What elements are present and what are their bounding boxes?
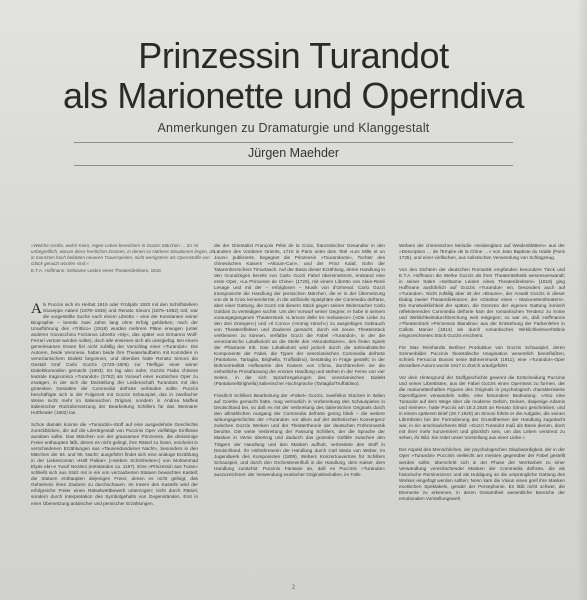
divider-top	[74, 142, 513, 143]
paragraph: Schon damals konnte die »Turandot«-Stoff auf eine ausgedehnte Geschichte zurückblicken, die auf die Literärgestalt von Puccinis Oper vielfältige Einflüsse ausüben sollte. Das Märchen von der grausamen Prinzessin, die dreisinnige Freier enthaupten läßt, denen es nicht gelingt, ihre Rätsel zu lösen, erscheint in verschiedenen Erzählungen aus »Tausendundeiner Nacht«, besonders in den Märchen der 84. und 90. Nacht; ausgeführt findet sich eine analoge Erzählung in der Liebesroman »Haft Paikar« (»Sieben Schönheiten«) von Mohammad Elyās ebn-e Yusof Nezāmi (entstanden ca. 1197). Eine »Prinzessin aus Turan« schließt sich aus Stolz mit in ein von verzauberten Statuen bewachtes Kastell; die Statuen enthaupten diejenigen Freier, denen es nicht gelingt, das Geheimnis ihres Zaubers zu durchschauen. Im Innern des Kastells wird der erfolgreiche Freier einen Rätselwettbewerb unterzogen; nicht durch Rätsel, sondern durch Interpretation des Symbolgehalts von Gegenständen. Erst in einer Übersetzung arabischer und persischer Erzählungen,	[31, 422, 198, 506]
paragraph: Vor dem Hintergrund der Stoffgeschichte gewinnt die Entscheidung Puccinis und seiner Librettisten, aus der Fabel Gozzis einen Operntext zu formen, der die marionettenhaften Figuren des Originals in psychologisch charakterisierte Opernfiguren verwandeln sollte, eine besondere Bedeutung. »Also eine Turandot auf dem Wege über die moderne Gehirn, Deines, dasjenige Adamis und meines«, hatte Puccini am 18.3.1920 an Renato Simoni geschrieben; und in einem späteren Brief (28.7.1920) an Simoni führte er die Aufgabe, die seinen Librettisten bei der Formulierung der Grundthemen der Handlung zugedacht war, in ein anschaulicheres Bild: »Gozzi Turandot muß als Basis dienen, doch mit ihrer mehr konzentriert und glücklich sein, um das Leben verstreut zu sehen, ihr Bild. Sie reitet unser Vorstellung aus einer Liebe.«	[399, 375, 565, 441]
text-column-1	[31, 302, 198, 598]
epigraph-quote: »Welche Größe, welch Keim, regen Leben bereichern in Gozzis Märchen … Es ist unbegreiflich, warum diese herrlichen Dramen, in denen so stärkere Situationen liegen, als in manchen hoch belobten neueren Trauerspielen, nicht wenigstens als Opernstoffe von Glück genutzt worden sind.«	[31, 243, 216, 267]
paragraph-text: ls Puccini sich im Herbst 1919 oder Frühjahr 1920 mit den Schriftstellern Giuseppe Adami (1878–1946) und Renato Simoni (1875–1952) traf, war die vorgestellte Suche nach einem Libretto – eine der Konstanten seiner Biographie – bereits zwei Jahre lang ohne Erfolg geblieben; nach der Uraufführung des »Trittico« (1918) wurden mehrere Pläne erwogen (unter anderen Giovacchino Forzanos Libretto »Sly«, das später von Ermanno Wolf-Ferrari vertont werden sollte), doch alle erwiesen sich als unergiebig. Bei einem gemeinsamen Essen fiel nicht zufällig der Vorschlag einer »Turandot«. Die Autoren, beide Veronese, hatten beide ihre Theaterlaufbahn mit Komödien in venezianischem Dialekt begonnen, und überdies hatte Renato Simoni die Gestalt Graf Carlo Gozzis (1720–1806) zur Titelfigur einer seiner Dialektkomödien gemacht (1903). Es lag also nahe, Gozzis Fiaba chinese teatrale tragicomica »Turandot« (1762) als Vorwurf einer exotischen Oper zu erwägen, in der sich die Darstellung der Leidenschaft Turandots mit den grotesken Gestalten der Commedia dell'arte verbinden sollte. Puccini beschäftigte sich in der Folgezeit mit Gozzis Schauspiel, das in zweifacher Weise nicht mehr im italienischen Original, sondern in Andrea Maffeis italienischer Rückübersetzung der Bearbeitung Schillers für das Weimarer Hoftheater (1802) las.	[31, 302, 198, 416]
paragraph	[31, 302, 198, 416]
title-line-1: Prinzessin Turandot	[138, 35, 449, 76]
paragraph: Von den Dichtern der deutschen Romantik empfanden besonders Tieck und E.T.A. Hoffmann die Werke Gozzis als ihrer Theaterästhetik wesensverwandt; in seiner Satire »Seltsame Leiden eines Theaterdirektors« (1818) ging Hoffmann ausführlich auf Gozzis »Turandot« ein, besonders auch auf »Turandot«. Nicht zufällig aber ist der »Braune«, der Anwalt Gozzis in dieser Dialog zweier Theaterdirektoren, der »Direktor eines – Marionettentheaters«. Die Kunstwirklichkeit der späten, die Grenzen der eigenen Gattung ironisch reflektierenden Commedia dell'arte kam der romantischen Tendenz zu Ironie und Wirklichkeitsdurchbrechung weit entgegen; so war es, daß Hoffmanns »Theaterstück »Prinzessin Blandina« aus der Entstehung der Farbenlehre in Callots Manier (1814) als durch romantisches Wirklichkeitsverhältnis eingezeichnetes Stück Gozzis erscheint.	[399, 267, 565, 339]
text-column-2	[214, 243, 385, 588]
title-line-2: als Marionette und Operndiva	[62, 75, 525, 116]
drop-cap: A	[31, 302, 42, 317]
paragraph: Webers der chinesischen Melodie »Seidenglanz auf Weidenblättern« aus der »Description … de l'Empire de la Chine …« von Jean Baptiste du Halde (Paris 1735), und einer vielfachen, aus solistischen Verwendung von Schlagzeug.	[399, 243, 565, 261]
epigraph	[31, 243, 217, 274]
paragraph: Für Max Reinhardts Berliner Produktion von Gozzis Schauspiel, deren Szenenbilder Puccinis theatralische Imagination wesentlich beeinflußten, schrieb Ferruccio Busoni seine Bühnenmusik (1911); eine »Turandot«-Oper desselben Autors wurde 1917 in Zürich uraufgeführt.	[399, 345, 565, 369]
paragraph: die der Orientalist François Pétis de la Croix, französischer Gesandter in den Ländern des Vorderen Orients, 1710 in Paris unter dem Titel »Les Mille et un Jours« publizierte, begegnet die Prinzessin »Tourandocte«, Tochter des chinesischen Kaisers »Altoum-Can«, und der Prinz Kalaf, Sohn der Tatarenherrschers Timurtasch. Auf der Basis dieser Erzählung, deren Handlung in den Grundzügen bereits von Carlo Gozzi Fabel übereinstimmt, entstand eine erste Oper, »La Princesse de Chine« (1729), mit einem Libretto von Alain-René Lesage und mit der – erfolglosen – Musik von d'Orneval. Carlo Gozzi transponierte die Handlung der persischen Märchen, die er in der Übersetzung von de la Croix kennenlernte, in die artifizielle Spielphäre der Commedia dell'arte, aber einer Gattung, die Gozzi mit diesem Stück gegen seinen Widersacher Carlo Goldoni zu verteidigen suchte. Um den Vorwurf seiner Gegner, er habe in seinem vorausgegangenen Theaterstück »L'amore delle tre melarance« (»Die Liebe zu den drei Orangen«) und »Il Corvo« (»König Hirsch«) zu ausgiebigen Gebrauch von Theatereffekten und Zauberei gemacht, durch ein neues Theaterstück verkleinern zu können, verfaßte Gozzi die Fabel »Turandot«, in der die venezianische Lokalkolorit an die Stelle des »Wunderbaren«, des freien Spiels der Phantasie tritt. Das Lokalkolorit wird jedoch durch die antirealistische Komponente der Fabel, die Typen der venezianischen Commedia dell'arte (Pantalone, Tartaglia, Brighella, Truffaldino), beständig in Frage gestellt; in der Bühnenrealität Hofbeamte des Kaisers von China, durchbrechen sie die einheitliche Prosafassung der ernsten Handlung und stehen in der Ferne von vier Seiten, in der sich Sprachregelungen des venezianischen Dialekt (Pantalone/Brighella) italienischer Hochsprache (Tartaglia/Truffaldino).	[214, 243, 385, 387]
subtitle: Anmerkungen zu Dramaturgie und Klanggestalt	[157, 121, 430, 135]
page-number: 2	[291, 585, 296, 591]
text-column-3	[399, 243, 565, 588]
paragraph: Der Aspekt des Menschlichen, der psychologischen Glaubwürdigkeit, der in der Oper »Turandot« Puccinis vielleicht am meisten gegenüber der Fabel gestellt werden sollte, überschritt sich in der Phase der Werkarbeit zu einer Verwandlung vereinfachender Masken der Commedia dell'arte, die als historische Remineszenz und als Huldigung an die ursprüngliche Gattung des Werkes eingefügt werden sollten; Nenn kam die Vision eines grell ihre Masken exotischen Spektakels, gerade der Persephonie. Es läßt nicht schwer, die Elemente zu erkennen, in deren Gesamtheit wesentliche Bereiche der emotionalen Vorstellungswelt	[399, 447, 565, 501]
divider-bottom	[74, 165, 513, 166]
author: Jürgen Maehder	[247, 146, 340, 160]
paragraph: Friedrich Schillers Bearbeitung der »Fabel« Gozzis, zweifellos Stücken in Italien auf Goethe gemacht hatte, mag vermutlich in Vorbereitung des Schauspieles in Deutschland bei, so daß es mit der Verbreitung des italienischen Originals durch den allmählichen Ausgang der Commedia dell'arte gering blieb – die weitere wirkungsgeschichte der »Turandot« vor allem auf der ästhetischen Konvergenz zwischen Gozzis Werken und der Theatertheorie der deutschen Frühromantik beruhte. Die weite Verbreitung der Fassung Schillers, der die Sprache der Masken in Verse übertrug und dadurch das groteske Gefälle zwischen den Trägern der Handlung und den Masken aufhob, verbreitete den Stoff in Deutschland. Ihr Hinhöhrenerin der Handlung durch Carl Maria von Weber, im Jugendwerk des Komponisten (1809), Webers Konzertouvertüre für Schillers Schauspiel, und durch den Orchestereinfluß in die Handlung, dem Kaiser, dem Handlung zunächst: Puccinis Fantasie an, daß es Puccinis »Turandot« auszuzeichnen: der Verwendung exotischer Originalmelodien, im Falle	[214, 393, 385, 477]
epigraph-source: E.T.A. Hoffmann: Seltsame Leiden eines Theaterdirektors, 1818	[31, 268, 161, 274]
